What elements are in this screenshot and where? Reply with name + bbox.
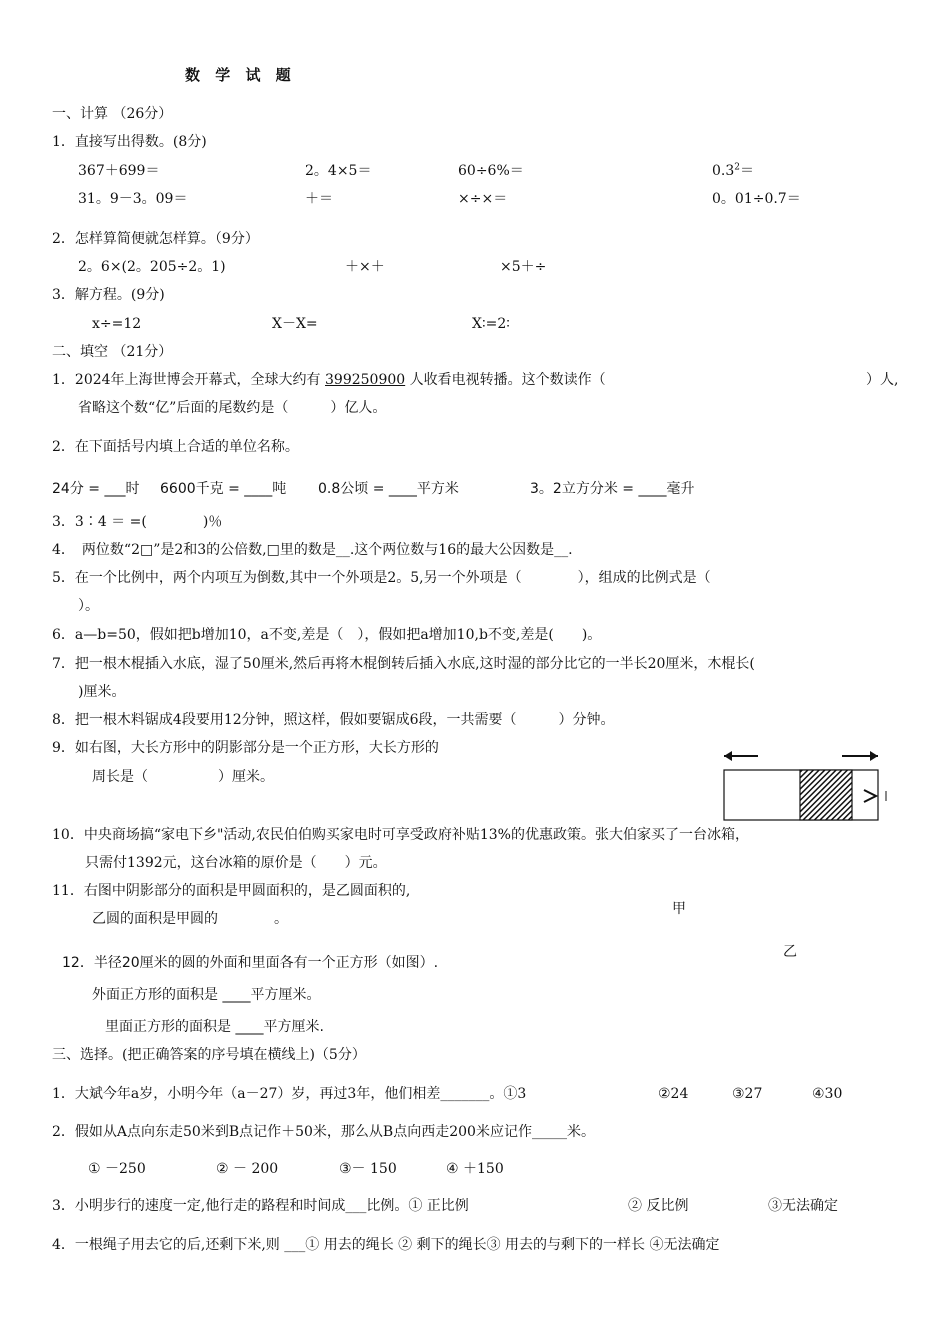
s3-q3: 3．小明步行的速度一定,他行走的路程和时间成___比例。① 正比例 [52, 1198, 469, 1214]
arrowhead-left-icon [724, 751, 732, 761]
s2-q1-post: 人收看电视转播。这个数读作（ [405, 372, 606, 388]
section3-heading: 三、选择。(把正确答案的序号填在横线上)（5分） [52, 1047, 366, 1063]
s3-q3-option: ② 反比例 [628, 1198, 689, 1214]
s3-q1-option: ③27 [732, 1086, 763, 1102]
s1-q3-label: 3．解方程。(9分) [52, 287, 165, 303]
s2-q9-line1: 9．如右图，大长方形中的阴影部分是一个正方形，大长方形的 [52, 740, 439, 756]
power-base: 0.3 [712, 163, 735, 179]
s3-q2-option: ① －250 [88, 1161, 146, 1177]
s1-q3-item: x÷=12 [92, 316, 142, 332]
chevron-right-icon [864, 790, 876, 802]
s2-q12-line1: 12．半径20厘米的圆的外面和里面各有一个正方形（如图）. [62, 955, 439, 971]
s2-q5-line2: ）。 [78, 598, 99, 614]
s1-q1-item: ×÷×＝ [458, 191, 508, 207]
s3-q4: 4．一根绳子用去它的后,还剩下米,则 ___① 用去的绳长 ② 剩下的绳长③ 用去的与剩下的一样长 ④无法确定 [52, 1237, 720, 1253]
power-equals: ＝ [740, 163, 754, 179]
s1-q1-item-power [712, 162, 754, 180]
circle-label-a: 甲 [672, 901, 686, 917]
circle-label-b: 乙 [783, 944, 797, 960]
s2-q1-number: 399250900 [325, 372, 406, 388]
s2-q2: 2．在下面括号内填上合适的单位名称。 [52, 439, 299, 455]
s2-q9-line2: 周长是（ ）厘米。 [92, 769, 274, 785]
s3-q1-option: ②24 [658, 1086, 689, 1102]
s2-q1-line1 [52, 371, 606, 389]
s2-unit-item: 0.8公顷 = ____平方米 [318, 481, 459, 497]
s3-q2-option: ④ ＋150 [446, 1161, 504, 1177]
s1-q1-item: 60÷6%＝ [458, 163, 524, 179]
s1-q1-label: 1．直接写出得数。(8分) [52, 134, 207, 150]
s1-q1-item: 0。01÷0.7＝ [712, 191, 801, 207]
s2-q8: 8．把一根木料锯成4段要用12分钟，照这样，假如要锯成6段，一共需要（ ）分钟。 [52, 712, 615, 728]
s2-q1-end: ）人, [866, 372, 899, 388]
s2-q11-line2: 乙圆的面积是甲圆的 。 [92, 911, 288, 927]
s1-q1-item: 367＋699＝ [78, 163, 160, 179]
s1-q2-label: 2．怎样算简便就怎样算。（9分） [52, 231, 259, 247]
shaded-square [800, 770, 852, 820]
s3-q2-option: ③－ 150 [339, 1161, 397, 1177]
s2-q1-line2: 省略这个数“亿”后面的尾数约是（ ）亿人。 [78, 400, 387, 416]
s2-unit-item: 3。2立方分米 = ____毫升 [530, 481, 695, 497]
section2-heading: 二、填空 （21分） [52, 344, 173, 360]
s2-q1-pre: 1．2024年上海世博会开幕式，全球大约有 [52, 372, 325, 388]
s2-q10-line1: 10．中央商场搞“家电下乡"活动,农民伯伯购买家电时可享受政府补贴13%的优惠政策。张大伯家买了一台冰箱， [52, 827, 749, 843]
s1-q2-item: ×5＋÷ [500, 259, 547, 275]
s3-q2-option: ② － 200 [216, 1161, 279, 1177]
s2-q6: 6．a—b=50，假如把b增加10，a不变,差是（ ），假如把a增加10,b不变,差是( )。 [52, 627, 602, 643]
s3-q1: 1．大斌今年a岁，小明今年（a－27）岁，再过3年，他们相差_______。①3 [52, 1086, 527, 1102]
power-exponent: 2 [734, 162, 740, 173]
s2-q3: 3．3∶4 ＝ =( )％ [52, 514, 223, 530]
s2-q10-line2: 只需付1392元，这台冰箱的原价是（ ）元。 [85, 855, 387, 871]
s2-q11-line1: 11．右图中阴影部分的面积是甲圆面积的，是乙圆面积的, [52, 883, 411, 899]
s1-q3-item: X∶=2∶ [472, 316, 510, 332]
s3-q2: 2．假如从A点向东走50米到B点记作＋50米，那么从B点向西走200米应记作_____米。 [52, 1124, 595, 1140]
section1-heading: 一、计算 （26分） [52, 106, 173, 122]
s2-unit-item: 6600千克 = ____吨 [160, 481, 287, 497]
page-title: 数 学 试 题 [185, 66, 296, 84]
s2-unit-item: 24分 = ___时 [52, 481, 140, 497]
s1-q1-item: 31。9－3。09＝ [78, 191, 188, 207]
s2-q12-line2: 外面正方形的面积是 ____平方厘米。 [92, 987, 321, 1003]
s2-q7-line2: )厘米。 [78, 684, 126, 700]
s3-q1-option: ④30 [812, 1086, 843, 1102]
s2-q12-line3: 里面正方形的面积是 ____平方厘米. [105, 1019, 324, 1035]
s1-q1-item: 2。4×5＝ [305, 163, 372, 179]
s2-q5-line1: 5．在一个比例中，两个内项互为倒数,其中一个外项是2。5,另一个外项是（ ），组成的比例式是（ [52, 570, 711, 586]
s3-q3-option: ③无法确定 [768, 1198, 838, 1214]
arrowhead-right-icon [870, 751, 878, 761]
s1-q1-item: ＋＝ [305, 191, 333, 207]
s2-q7-line1: 7．把一根木棍插入水底，湿了50厘米,然后再将木棍倒转后插入水底,这时湿的部分比它的一半长20厘米，木棍长( [52, 656, 755, 672]
s1-q2-item: ＋×＋ [345, 259, 385, 275]
s2-q4: 4． 两位数“2□”是2和3的公倍数,□里的数是__.这个两位数与16的最大公因数是__. [52, 542, 573, 558]
s1-q3-item: X－X= [272, 316, 318, 332]
s1-q2-item: 2。6×(2。205÷2。1) [78, 259, 226, 275]
